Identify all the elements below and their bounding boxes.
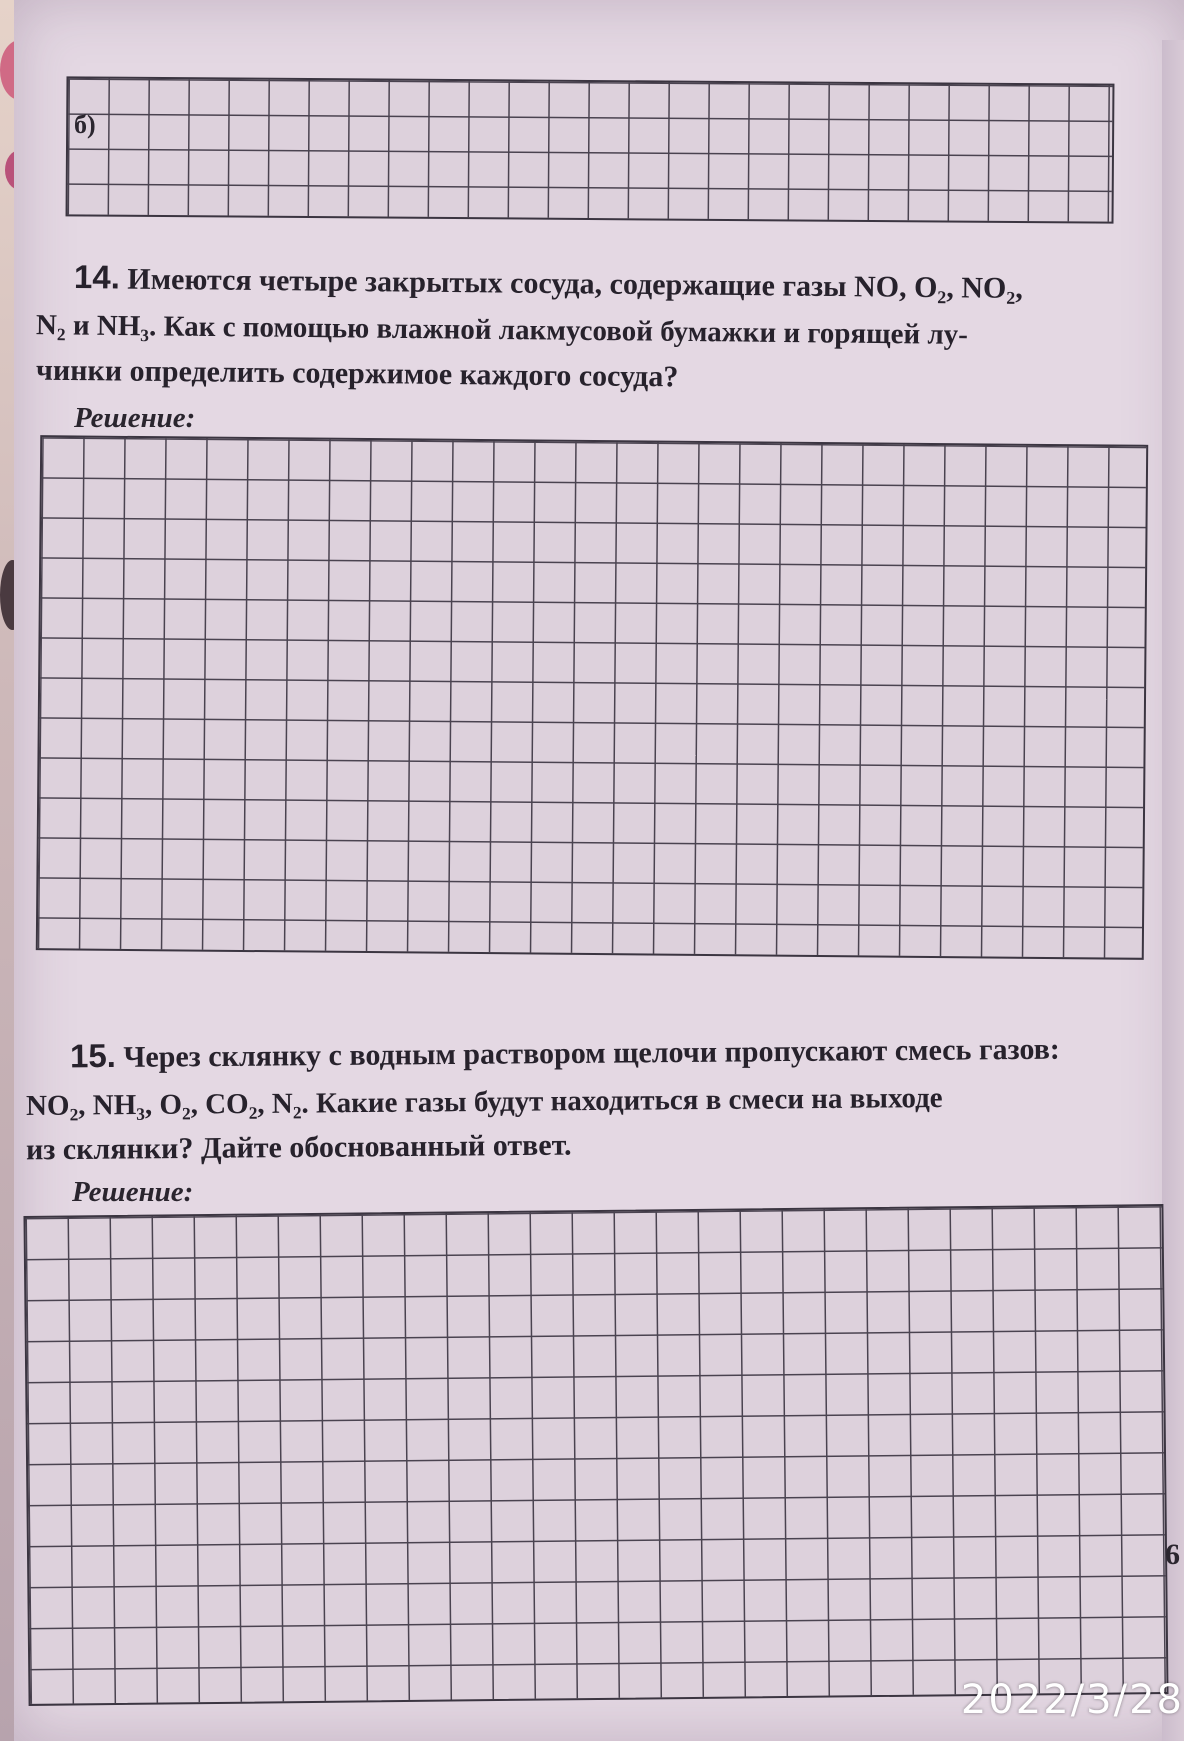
answer-grid-b (66, 76, 1115, 223)
task15-line1 (70, 1028, 1060, 1079)
task14-line3: чинки определить содержимое каждого сосуда? (35, 353, 679, 394)
answer-grid-15 (23, 1204, 1168, 1706)
task14-line2: N₂ и NH₃. Как с помощью влажной лакмусовой бумажки и горящей лу- (35, 309, 969, 351)
task14-number: 14. (73, 258, 121, 296)
workbook-page (14, 0, 1184, 1741)
answer-grid-14 (36, 435, 1148, 960)
task14-line1 (74, 257, 1023, 309)
task14-solution-label: Решение: (74, 402, 196, 434)
task15-number: 15. (69, 1036, 117, 1075)
page-corner-number: 6 (1165, 1538, 1180, 1571)
task15-solution-label: Решение: (72, 1176, 194, 1208)
task14-text-line1: Имеются четыре закрытых сосуда, содержащие газы NO, O₂, NO₂, (127, 262, 1024, 305)
section-label-b: б) (74, 110, 96, 139)
photo-date-stamp: 2022/3/28 (960, 1677, 1184, 1723)
task15-line3: из склянки? Дайте обоснованный ответ. (25, 1128, 572, 1167)
task15-line2: NO₂, NH₃, O₂, CO₂, N₂. Какие газы будут находиться в смеси на выходе (25, 1082, 943, 1122)
task15-text-line1: Через склянку с водным раствором щелочи пропускают смесь газов: (123, 1032, 1060, 1074)
